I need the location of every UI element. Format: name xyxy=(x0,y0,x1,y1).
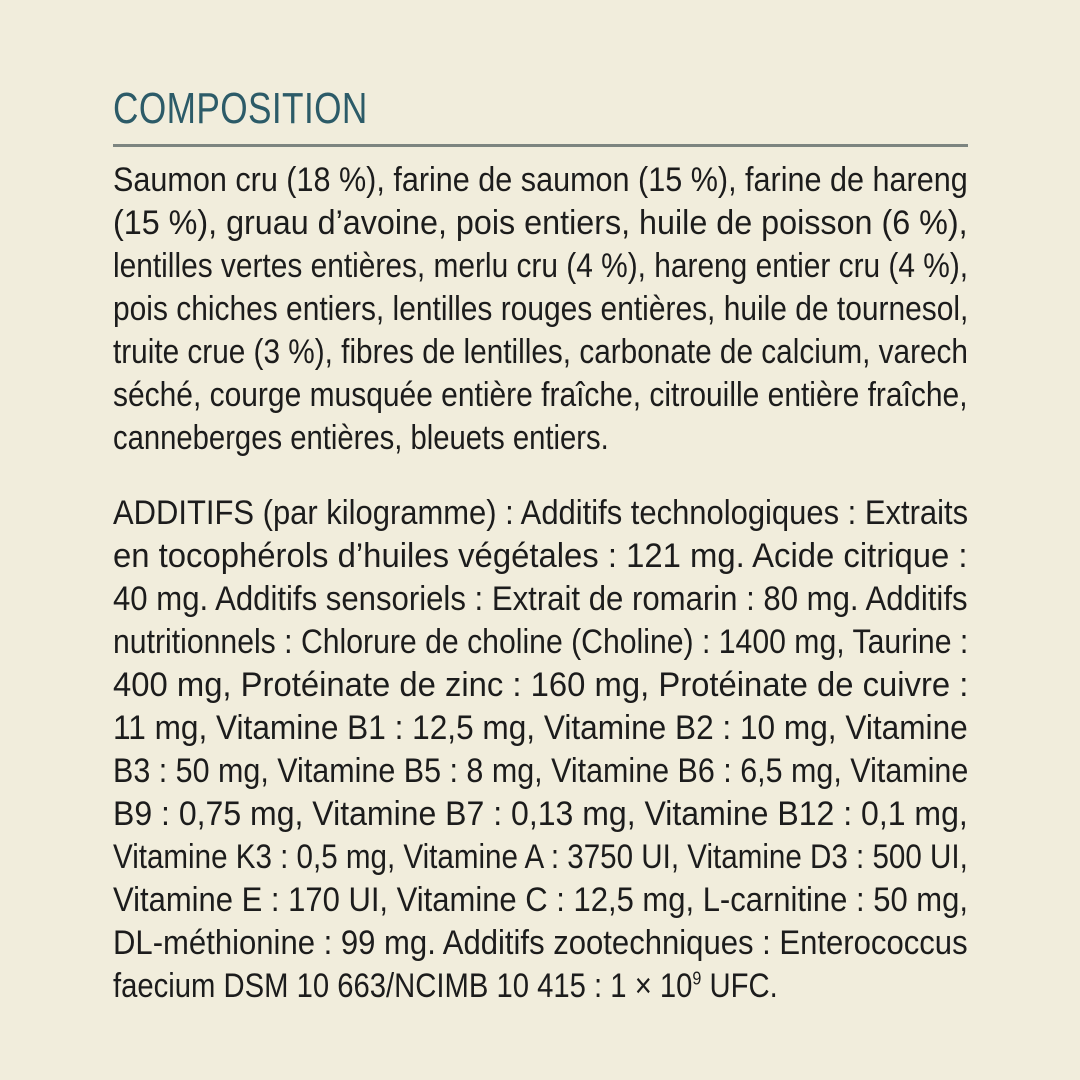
composition-paragraph xyxy=(113,159,968,460)
composition-line: pois chiches entiers, lentilles rouges entières, huile de tournesol, xyxy=(113,290,969,328)
additifs-line: Vitamine K3 : 0,5 mg, Vitamine A : 3750 UI, Vitamine D3 : 500 UI, xyxy=(113,838,968,876)
composition-line: truite crue (3 %), fibres de lentilles, carbonate de calcium, varech xyxy=(113,333,968,371)
composition-line: (15 %), gruau d’avoine, pois entiers, huile de poisson (6 %), xyxy=(113,204,968,242)
composition-line: Saumon cru (18 %), farine de saumon (15 %), farine de hareng xyxy=(113,161,968,199)
additifs-line: 400 mg, Protéinate de zinc : 160 mg, Protéinate de cuivre : xyxy=(113,666,969,704)
additifs-line: 11 mg, Vitamine B1 : 12,5 mg, Vitamine B2 : 10 mg, Vitamine xyxy=(113,709,968,747)
composition-line: lentilles vertes entières, merlu cru (4 %), hareng entier cru (4 %), xyxy=(113,247,969,285)
composition-line: séché, courge musquée entière fraîche, citrouille entière fraîche, xyxy=(113,376,968,414)
additifs-line: nutritionnels : Chlorure de choline (Choline) : 1400 mg, Taurine : xyxy=(113,623,969,661)
additifs-line: DL-méthionine : 99 mg. Additifs zootechniques : Enterococcus xyxy=(113,924,968,962)
title-divider xyxy=(113,144,968,147)
section-title: COMPOSITION xyxy=(113,84,368,133)
additifs-last-line-text: faecium DSM 10 663/NCIMB 10 415 : 1 × 10 xyxy=(113,967,693,1005)
additifs-last-line xyxy=(113,965,848,1008)
additifs-last-line-suffix: UFC. xyxy=(701,967,778,1005)
composition-line: canneberges entières, bleuets entiers. xyxy=(113,419,609,457)
additifs-line: B9 : 0,75 mg, Vitamine B7 : 0,13 mg, Vitamine B12 : 0,1 mg, xyxy=(113,795,968,833)
exponent: 9 xyxy=(692,967,702,989)
additifs-paragraph xyxy=(113,492,968,1008)
composition-panel xyxy=(113,78,968,1008)
additifs-line: 40 mg. Additifs sensoriels : Extrait de romarin : 80 mg. Additifs xyxy=(113,580,968,618)
additifs-line: B3 : 50 mg, Vitamine B5 : 8 mg, Vitamine B6 : 6,5 mg, Vitamine xyxy=(113,752,969,790)
additifs-line: en tocophérols d’huiles végétales : 121 mg. Acide citrique : xyxy=(113,537,968,575)
additifs-line: Vitamine E : 170 UI, Vitamine C : 12,5 mg, L-carnitine : 50 mg, xyxy=(113,881,968,919)
additifs-line: ADDITIFS (par kilogramme) : Additifs technologiques : Extraits xyxy=(113,494,969,532)
